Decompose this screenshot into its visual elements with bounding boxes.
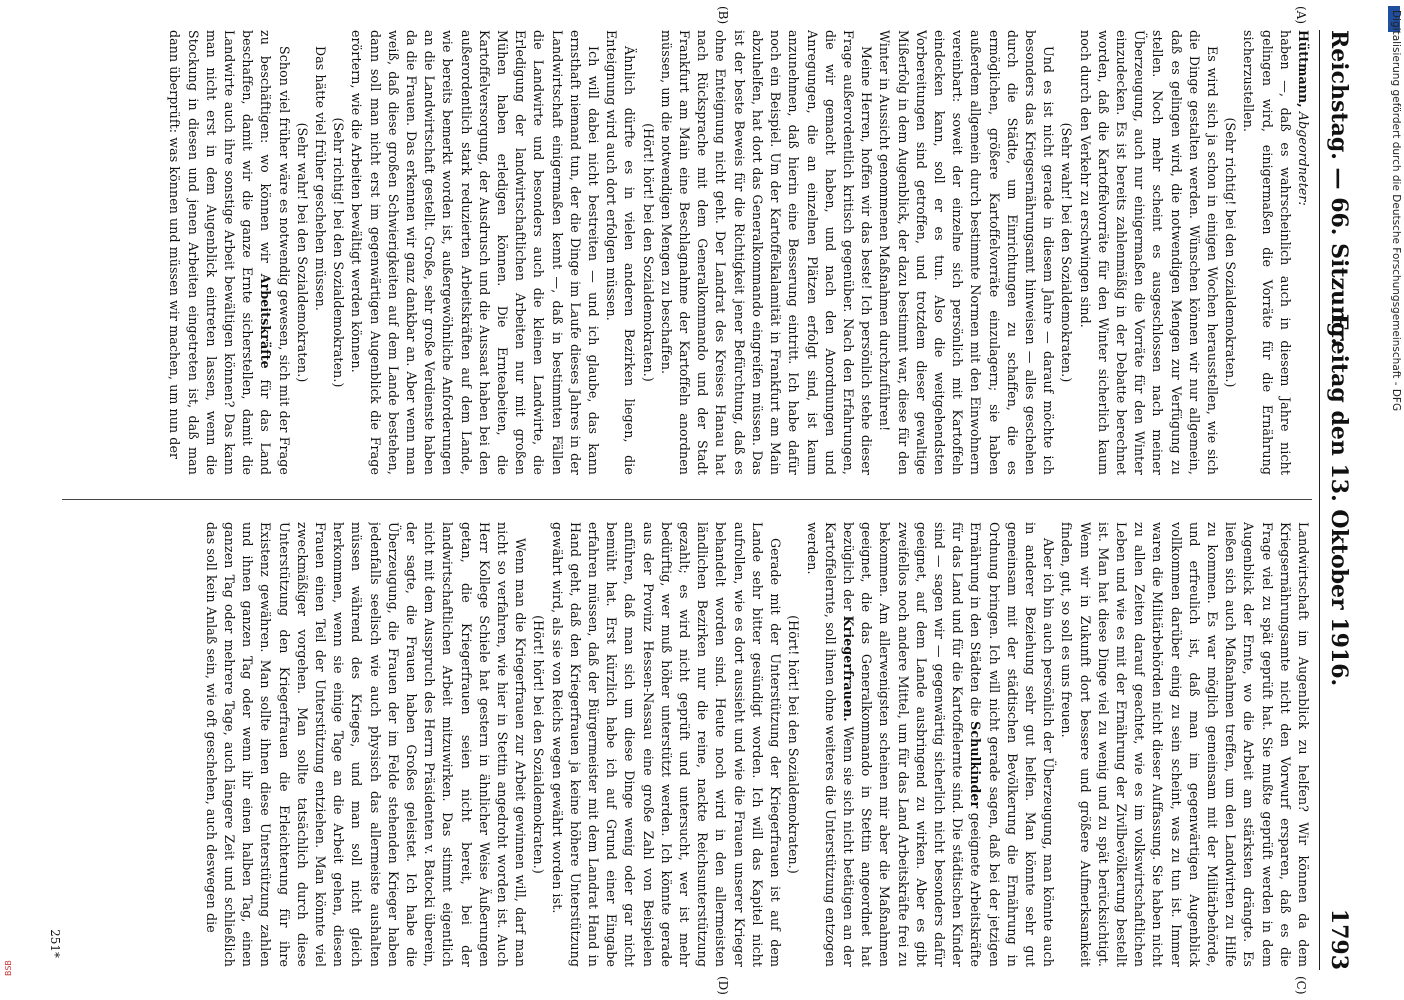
interjection: (Hört! hört! bei den Sozialdemokraten.) [531,615,547,874]
margin-letter-b: (B) [716,6,730,25]
speaker-role: Abgeordneter: [1296,111,1311,206]
rotated-page [40,0,1370,1000]
paragraph: Meine Herren, hoffen wir das beste! Ich persönlich stehe dieser Frage außerordentlich kritisch gegenüber. Nach den Erfahrungen, die wir gemacht haben, und nach den Anordnungen und Anregungen, die an einzelnen Plätzen erfolgt sind, ist kaum anzunehmen, daß hierin eine Besserung eintritt. Ich habe dafür noch ein Beispiel. Um der Kartoffelkalamität in Frankfurt am Main abzuhelfen, hat dort das Generalkommando eingreifen müssen. Das ist der beste Beweis für die Richtigkeit jener Befürchtung, daß es ohne Enteignung nicht geht. Der Landrat des Kreises Hanau hat nach Rücksprache mit dem Generalkommando und der Stadt Frankfurt am Main eine Beschlagnahme der Kartoffeln anordnen müssen, um die notwendigen Mengen zu beschaffen. [658,30,875,475]
paragraph: Das hätte viel früher geschehen müssen. [313,46,329,311]
bsb-mark: BSB [4,960,13,976]
header-rule [1319,30,1320,970]
paragraph: Und es ist nicht gerade in diesem Jahre — darauf möchte ich besonders das Kriegsernährungsamt hinweisen — alles geschehen durch die Städte, um Einrichtungen zu schaffen, die es ermöglichen, größere Kartoffelvorräte einzulagern; sie haben außerdem allgemein durch bestimmte Normen mit den Einwohnern vereinbart: soweit der einzelne sich persönlich mit Kartoffeln eindecken kann, soll er es tun. Also die weitgehendsten Vorbereitungen sind getroffen, und trotzdem dieser gewaltige Mißerfolg in dem Augenblick, der dazu bestimmt war, diese für den Winter in Aussicht genommenen Maßnahmen durchzuführen! [877,30,1057,475]
footer-number: 251* [48,929,62,958]
paragraph: Ähnlich dürfte es in vielen anderen Bezirken liegen, die Enteignung wird auch dort erfolgen müssen. [604,30,638,475]
page-header [1322,30,1356,970]
paragraph: Landwirtschaft im Augenblick zu helfen? Wir können da dem Kriegsernährungsamte nicht den Vorwurf ersparen, daß es die Frage viel zu spät geprüft hat. Sie mußte geprüft werden in dem Augenblick der Ernte, wo die Arbeit am stärksten drängte. Es ließen sich auch Maßnahmen treffen, um den Landwirten zu Hilfe zu kommen. Es war möglich gemeinsam mit der Militärbehörde, und erfreulich ist, daß man im gegenwärtigen Augenblick vollkommen darüber einig zu sein scheint, was zu tun ist. Immer waren die Militärbehörden nicht dieser Auffassung. Sie haben nicht zu allen Zeiten darauf geachtet, wie es im volkswirtschaftlichen Leben und wie es mit der Ernährung der Zivilbevölkerung bestellt ist. Man hat diese Dinge viel zu wenig und zu spät berücksichtigt. Wenn wir in Zukunft dort bessere und größere Aufmerksamkeit finden, gut, so soll es uns freuen. [1059,522,1311,967]
emphasis: Arbeitskräfte [258,273,274,369]
interjection: (Sehr richtig! bei den Sozialdemokraten.) [1223,117,1239,388]
margin-letter-c: (C) [1294,976,1308,995]
header-date: Freitag den 13. Oktober 1916. [1326,313,1352,687]
text-run: Wenn sie sich nicht betätigen an der Kartoffelernte, soll ihnen ohne weiteres die Unterstützung entzogen werden. [804,522,856,967]
emphasis: Schulkinder [968,721,984,809]
header-session: Reichstag. — 66. Sitzung. [1326,30,1352,346]
page-number: 1793 [1326,908,1352,970]
text-run: geeignete Arbeitskräfte für das Land und für die Kartoffelernte sind. Die städtischen Kinder sind — sagen wir — gegenwärtig sicherlich nicht besonders dafür geeignet, auf dem Lande ausbringend zu wirken. Aber es gibt zweifellos noch andere Mittel, um für das Land Arbeitskräfte frei zu bekommen. Am allerwenigsten scheinen mir aber die Maßnahmen geeignet, die das Generalkommando in Stettin angeordnet hat bezüglich der [840,522,984,967]
credit-text: Digitalisierung gefördert durch die Deutsche Forschungsgemeinschaft - DFG [1390,10,1402,412]
speaker-line [1294,30,1312,475]
interjection: (Hört! hört! bei den Sozialdemokraten.) [640,123,656,382]
paragraph: Wenn man die Kriegerfrauen zur Arbeit gewinnen will, darf man nicht so verfahren, wie hier in Stettin angedroht worden ist. Auch Herr Kollege Schiele hat gestern in ähnlicher Weise Äußerungen getan, die Kriegerfrauen seien nicht bereit, bei der landwirtschaftlichen Arbeit mitzuwirken. Das stimmt eigentlich nicht mit dem Ausspruch des Herrn Präsidenten v. Batocki überein, der sagte, die Frauen haben Großes geleistet. Ich habe die Überzeugung, die Frauen der im Felde stehenden Krieger haben jedenfalls seelisch wie auch physisch das allermeiste aushalten müssen während des Krieges, und man soll nicht gleich herkommen, wenn sie einige Tage an die Arbeit gehen, diesen Frauen einen Teil der Unterstützung entziehen. Man könnte viel zweckmäßiger vorgehen. Man sollte tatsächlich durch diese Unterstützung den Kriegerfrauen die Erleichterung für ihre Existenz gewähren. Man sollte ihnen diese Unterstützung zahlen und ihnen ganzen Tag oder wenn ihr einen halben Tag, einen ganzen Tag oder mehrere Tage, auch längere Zeit und schließlich das soll kein Anlaß sein, wie oft geschehen, auch deswegen die [203,522,529,967]
column-divider [62,499,1312,500]
right-column [62,522,1312,967]
paragraph-mixed [165,30,292,475]
paragraph: Gerade mit der Unterstützung der Kriegerfrauen ist auf dem Lande sehr bitter gesündigt worden. Ich will das Kapitel nicht aufrollen, wie es dort aussieht und wie die Frauen unserer Krieger behandelt worden sind. Heute noch wird in den allermeisten ländlichen Bezirken nur die reine, nackte Reichsunterstützung gezahlt; es wird nicht geprüft und untersucht, wer ist mehr bedürftig, wer muß höher unterstützt werden. Ich könnte gerade aus der Provinz Hessen-Nassau eine große Zahl von Beispielen anführen, daß man sich um diese Dinge wenig oder gar nicht bemüht hat. Erst kürzlich habe ich auf Grund einer Eingabe erfahren müssen, daß der Bürgermeister mit dem Landrat Hand in Hand geht, daß den Kriegerfrauen ja keine höhere Unterstützung gewährt wird, als sie von Reichs wegen gewährt worden ist. [549,522,784,967]
text-run: für das Land beschaffen, damit wir die ganze Ernte sicherstellen, damit die Landwirte auch ihre sonstige Arbeit bewältigen können? Das kann man nicht erst in dem Augenblick eintreten lassen, wenn die Stockung in diesen und jenen Arbeiten eingetreten ist, daß man dann überprüft: was können und müssen wir machen, um nun der [167,30,274,475]
paragraph-mixed [802,522,1057,967]
interjection: (Sehr wahr! bei den Sozialdemokraten.) [1059,122,1075,383]
interjection: (Sehr richtig! bei den Sozialdemokraten.) [331,117,347,388]
text-run: Aber ich bin auch persönlich der Überzeugung, man könnte auch in anderer Beziehung sehr gut helfen. Man könnte sehr gut gemeinsam mit der städtischen Bevölkerung die Ernährung in Ordnung bringen. Ich will nicht gerade sagen, daß bei der jetzigen Ernährung in den Städten die [968,522,1057,967]
speaker-name: Hüttmann, [1296,30,1311,108]
text-run: Schon viel früher wäre es notwendig gewesen, sich mit der Frage zu beschäftigen: wo können wir [258,30,292,475]
paragraph: haben —, daß es wahrscheinlich auch in diesem Jahre nicht gelingen wird, einigermaßen die Vorräte für die Ernährung sicherzustellen. [1241,30,1293,475]
margin-letter-d: (D) [716,976,730,995]
margin-letter-a: (A) [1294,6,1308,25]
interjection: (Hört! hört! bei den Sozialdemokraten.) [786,615,802,874]
paragraph: Es wird sich ja schon in einigen Wochen herausstellen, wie sich die Dinge gestalten werden. Wünschen können wir nur allgemein, daß es gelingen wird, die notwendigen Mengen zur Verfügung zu stellen. Noch mehr scheint es ausgeschlossen nach meiner Überzeugung, auch nur einigermaßen die Vorräte für den Winter einzudecken. Es ist bereits zahlenmäßig in der Debatte berechnet worden, daß die Kartoffelvorräte für den Winter sicherlich kaum noch durch den Verkehr zu erschwingen sind. [1077,30,1220,475]
interjection: (Sehr wahr! bei den Sozialdemokraten.) [294,122,310,383]
digitization-credit [1386,0,1404,1000]
emphasis: Kriegerfrauen. [840,615,856,722]
left-column [62,30,1312,475]
paragraph: Ich will dabei nicht bestreiten — und ich glaube, das kann ernsthaft niemand tun, der die Dinge im Laufe dieses Jahres in der Landwirtschaft einigermaßen kennt —, daß in bestimmten Fällen die Landwirte und besonders auch die kleinen Landwirte, die Erledigung der landwirtschaftlichen Arbeiten nur mit großen Mühen haben erledigen können. Die Ernteabeiten, die Kartoffelversorgung, der Ausdrusch und die Aussaat haben bei den außerordentlich stark reduzierten Arbeitskräften auf dem Lande, wie bereits bemerkt worden ist, außergewöhnliche Anforderungen an die Landwirtschaft gestellt. Große, sehr große Verdienste haben da die Frauen. Das erkennen wir ganz dankbar an. Aber wenn man weiß, daß diese großen Schwierigkeiten auf dem Lande bestehen, dann soll man nicht erst im gegenwärtigen Augenblick die Frage erörtern, wie die Arbeiten bewältigt werden können. [349,30,602,475]
